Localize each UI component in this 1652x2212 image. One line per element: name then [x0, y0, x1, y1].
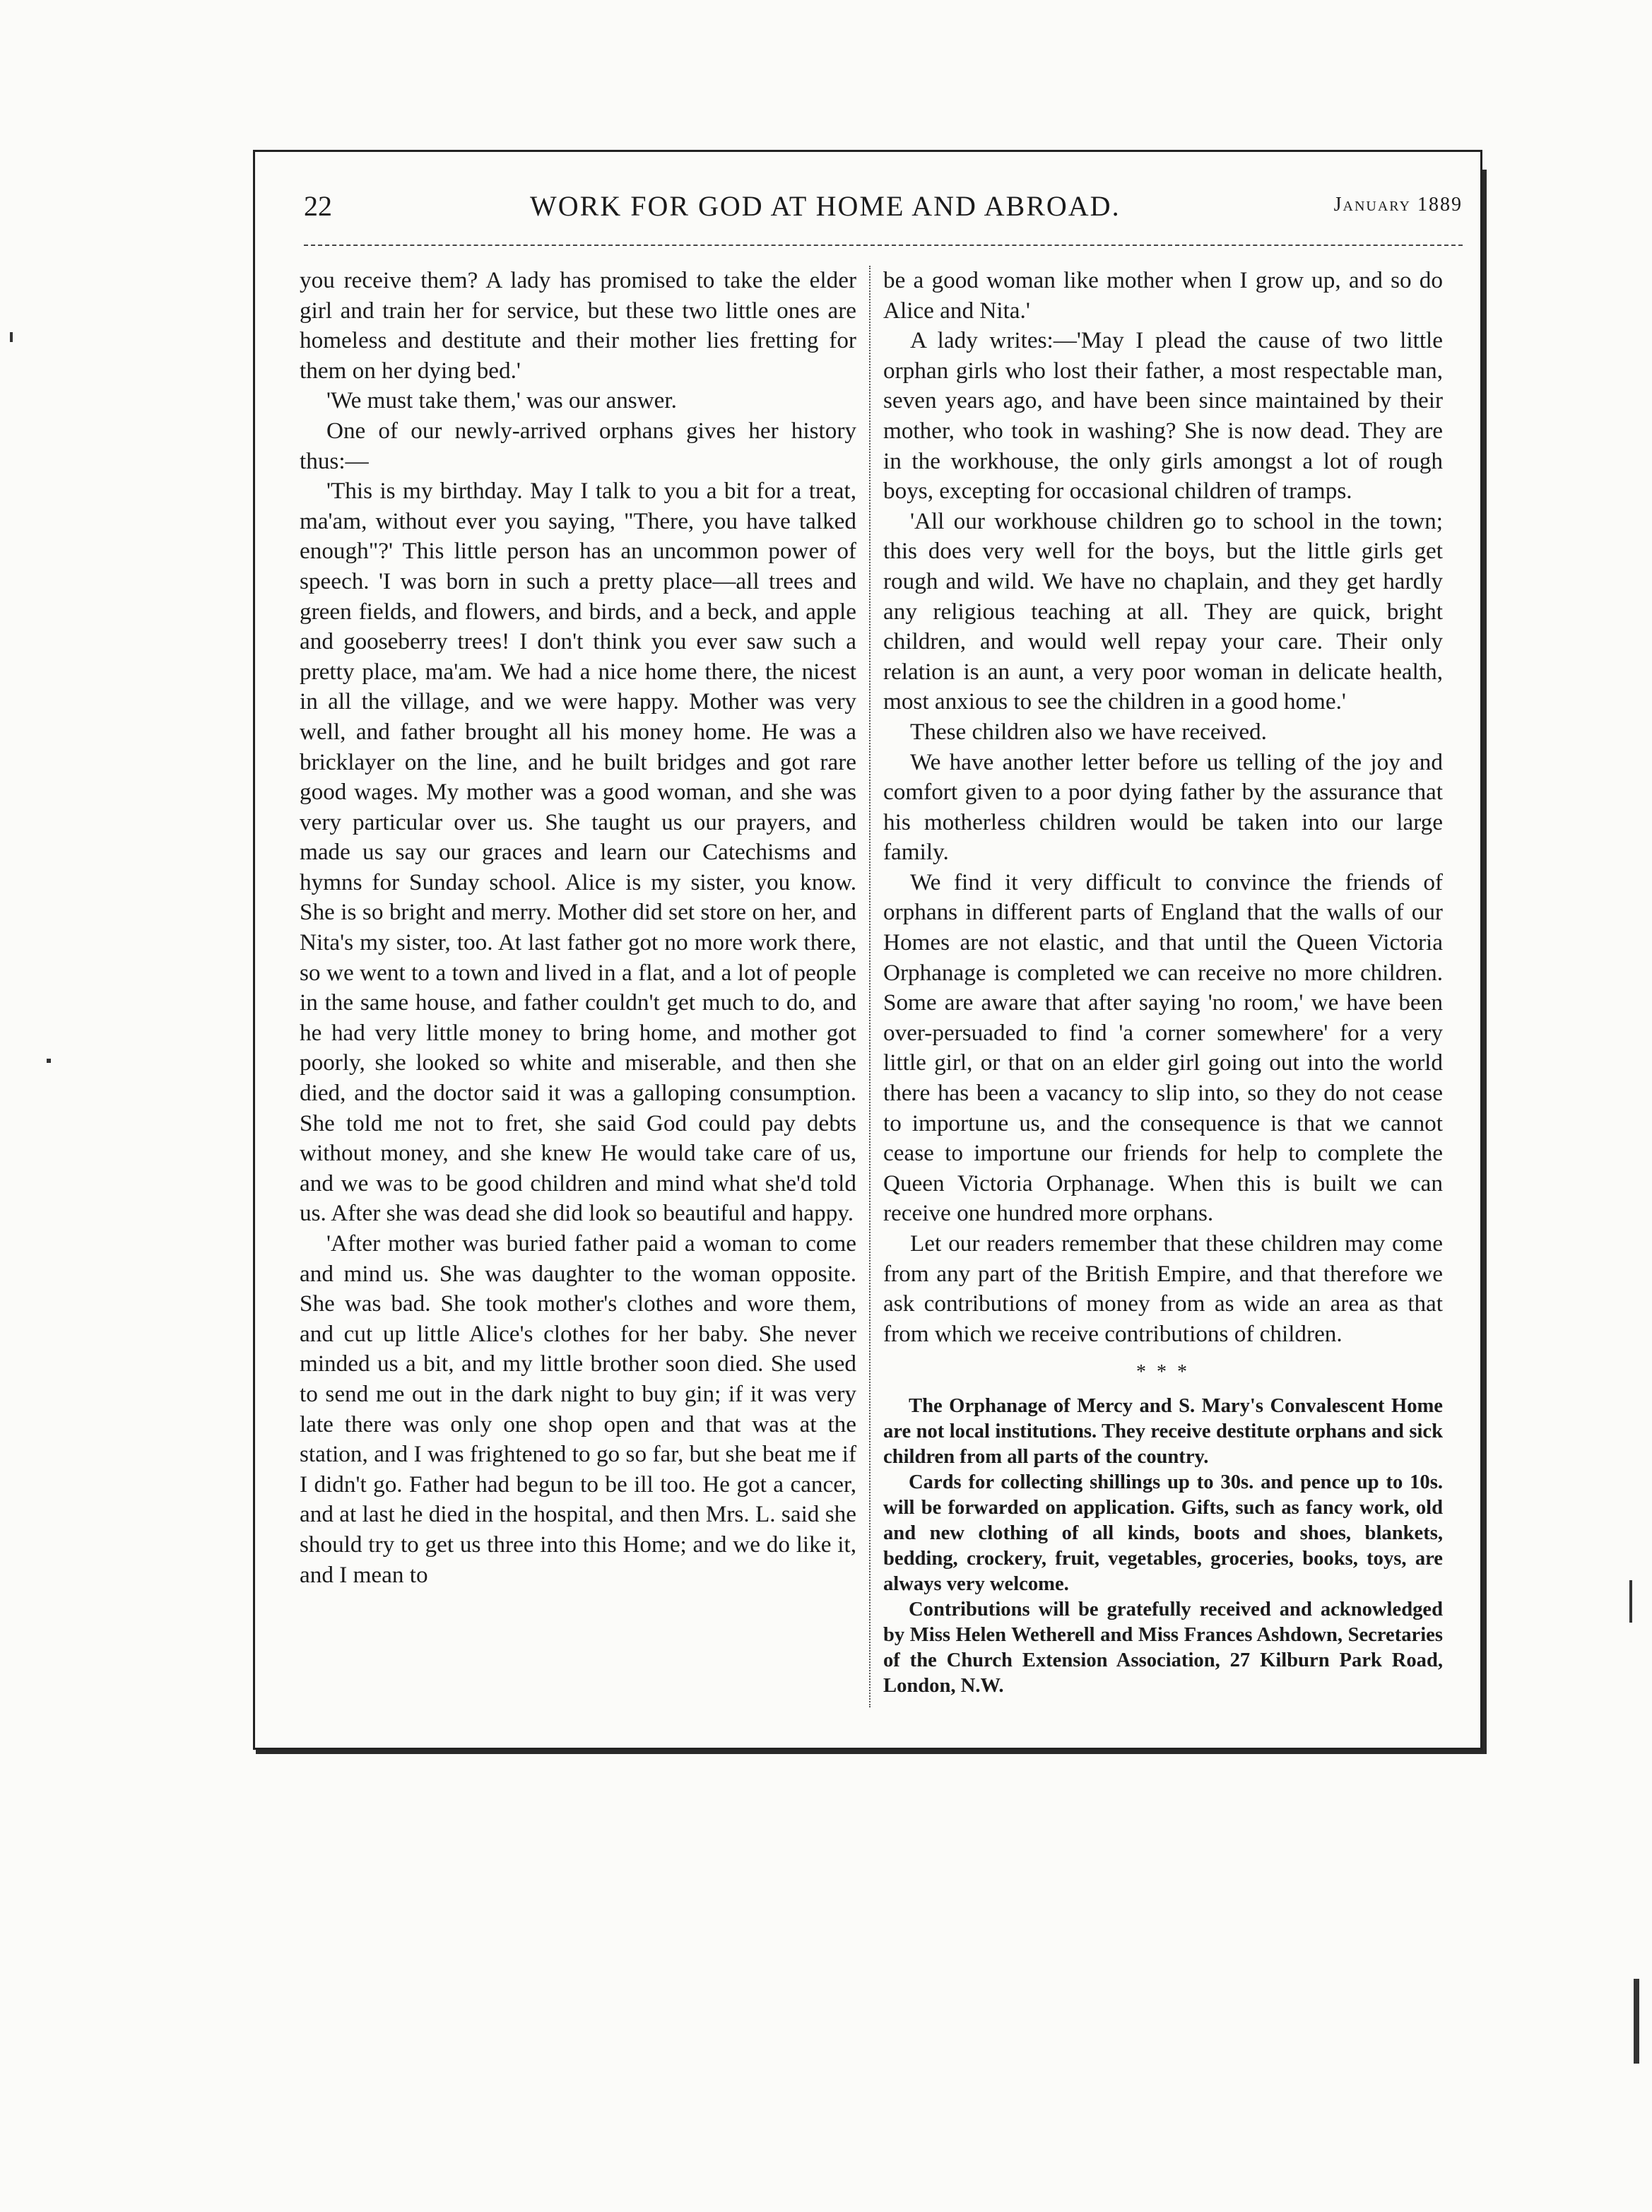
paragraph: These children also we have received. — [910, 718, 1267, 745]
paragraph: 'This is my birthday. May I talk to you a bit for a treat, ma'am, without ever you saying, "There, you have talked enough"?' This little person has an uncommon power of speech. 'I was born in such a pretty place—all trees and green fields, and flowers, and birds, and a beck, and apple and gooseberry trees! I don't think you ever saw such a pretty place, ma'am. We had a nice home there, the nicest in all the village, and we were happy. Mother was very well, and father brought all his money home. He was a bricklayer on the line, and he built bridges and got rare good wages. My mother was a good woman, and she was very particular over us. She taught us our prayers, and made us say our graces and learn our Catechisms and hymns for Sunday school. Alice is my sister, you know. She is so bright and merry. Mother did set store on her, and Nita's my sister, too. At last father got no more work there, so we went to a town and lived in a flat, and a lot of people in the same house, and father couldn't get much to do, and he had very little money to bring home, and mother got poorly, she looked so white and miserable, and then she died, and the doctor said it was a galloping consumption. She told me not to fret, she said God could pay debts without money, and she knew He would take care of us, and we was to be good children and mind what she'd told us. After she was dead she did look so beautiful and happy. — [300, 478, 856, 1227]
paragraph: 'After mother was buried father paid a woman to come and mind us. She was daughter to the woman opposite. She was bad. She took mother's clothes and wore them, and cut up little Alice's clothes for her baby. She never minded us a bit, and my little brother soon died. She used to send me out in the dark night to buy gin; if it was very late there was only one shop open and that was at the station, and I was frightened to go so far, but she beat me if I didn't go. Father had begun to be ill too. He got a cancer, and at last he died in the hospital, and then Mrs. L. said she should try to get us three into this Home; and we do like it, and I mean to — [300, 1230, 856, 1588]
paragraph: A lady writes:—'May I plead the cause of two little orphan girls who lost their father, a most respectable man, seven years ago, and have been since maintained by their mother, who took in washing? She is now dead. They are in the workhouse, the only girls amongst a lot of rough boys, excepting for occasional children of tramps. — [883, 327, 1443, 505]
left-column — [300, 266, 856, 1590]
column-divider — [869, 266, 871, 1707]
paragraph: 'We must take them,' was our answer. — [326, 387, 677, 414]
paragraph: Let our readers remember that these children may come from any part of the British Empire, and that therefore we ask contributions of money from as wide an area as that from which we receive contributions of children. — [883, 1230, 1443, 1347]
paragraph: you receive them? A lady has promised to take the elder girl and train her for service, but these two little ones are homeless and destitute and their mother lies fretting for them on her dying bed.' — [300, 267, 856, 384]
notice-paragraph: The Orphanage of Mercy and S. Mary's Convalescent Home are not local institutions. They receive destitute orphans and sick children from all parts of the country. — [883, 1394, 1443, 1468]
header-rule — [304, 245, 1463, 246]
issue-date: January 1889 — [1333, 194, 1463, 216]
frame-shadow-right — [1482, 170, 1487, 1753]
frame-shadow-bottom — [256, 1750, 1487, 1754]
paragraph: One of our newly-arrived orphans gives her history thus:— — [300, 417, 856, 474]
paragraph: We have another letter before us telling of the joy and comfort given to a poor dying father by the assurance that his motherless children would be taken into our large family. — [883, 748, 1443, 866]
scan-speck — [47, 1059, 51, 1063]
right-column — [883, 266, 1443, 1699]
scan-speck — [10, 332, 13, 342]
notice-paragraph: Cards for collecting shillings up to 30s. and pence up to 10s. will be forwarded on application. Gifts, such as fancy work, old and new clothing of all kinds, boots and shoes, blankets, bedding, crockery, fruit, vegetables, groceries, books, toys, are always very welcome. — [883, 1471, 1443, 1595]
paragraph: be a good woman like mother when I grow up, and so do Alice and Nita.' — [883, 267, 1443, 324]
notice-paragraph: Contributions will be gratefully received and acknowledged by Miss Helen Wetherell and Miss Frances Ashdown, Secretaries of the Church Extension Association, 27 Kilburn Park Road, London, N.W. — [883, 1598, 1443, 1697]
page-number: 22 — [304, 190, 332, 222]
paragraph: We find it very difficult to convince the friends of orphans in different parts of England that the walls of our Homes are not elastic, and that until the Queen Victoria Orphanage is completed we can receive no more children. Some are aware that after saying 'no room,' we have been over-persuaded to find 'a corner somewhere' for a very little girl, or that on an elder girl going out into the world there has been a vacancy to slip into, so they do not cease to importune us, and the consequence is that we cannot cease to importune our friends for help to complete the Queen Victoria Orphanage. When this is built we can receive one hundred more orphans. — [883, 869, 1443, 1227]
running-header — [304, 189, 1463, 232]
journal-title: WORK FOR GOD AT HOME AND ABROAD. — [530, 190, 1121, 222]
asterism: * * * — [1136, 1361, 1190, 1384]
scan-speck — [1634, 1979, 1639, 2064]
scan-speck — [1629, 1580, 1632, 1623]
paragraph: 'All our workhouse children go to school in the town; this does very well for the boys, but the little girls get rough and wild. We have no chaplain, and they get hardly any religious teaching at all. They are quick, bright children, and would well repay your care. Their only relation is an aunt, a very poor woman in delicate health, most anxious to see the children in a good home.' — [883, 507, 1443, 715]
orphanage-notice — [883, 1394, 1443, 1699]
